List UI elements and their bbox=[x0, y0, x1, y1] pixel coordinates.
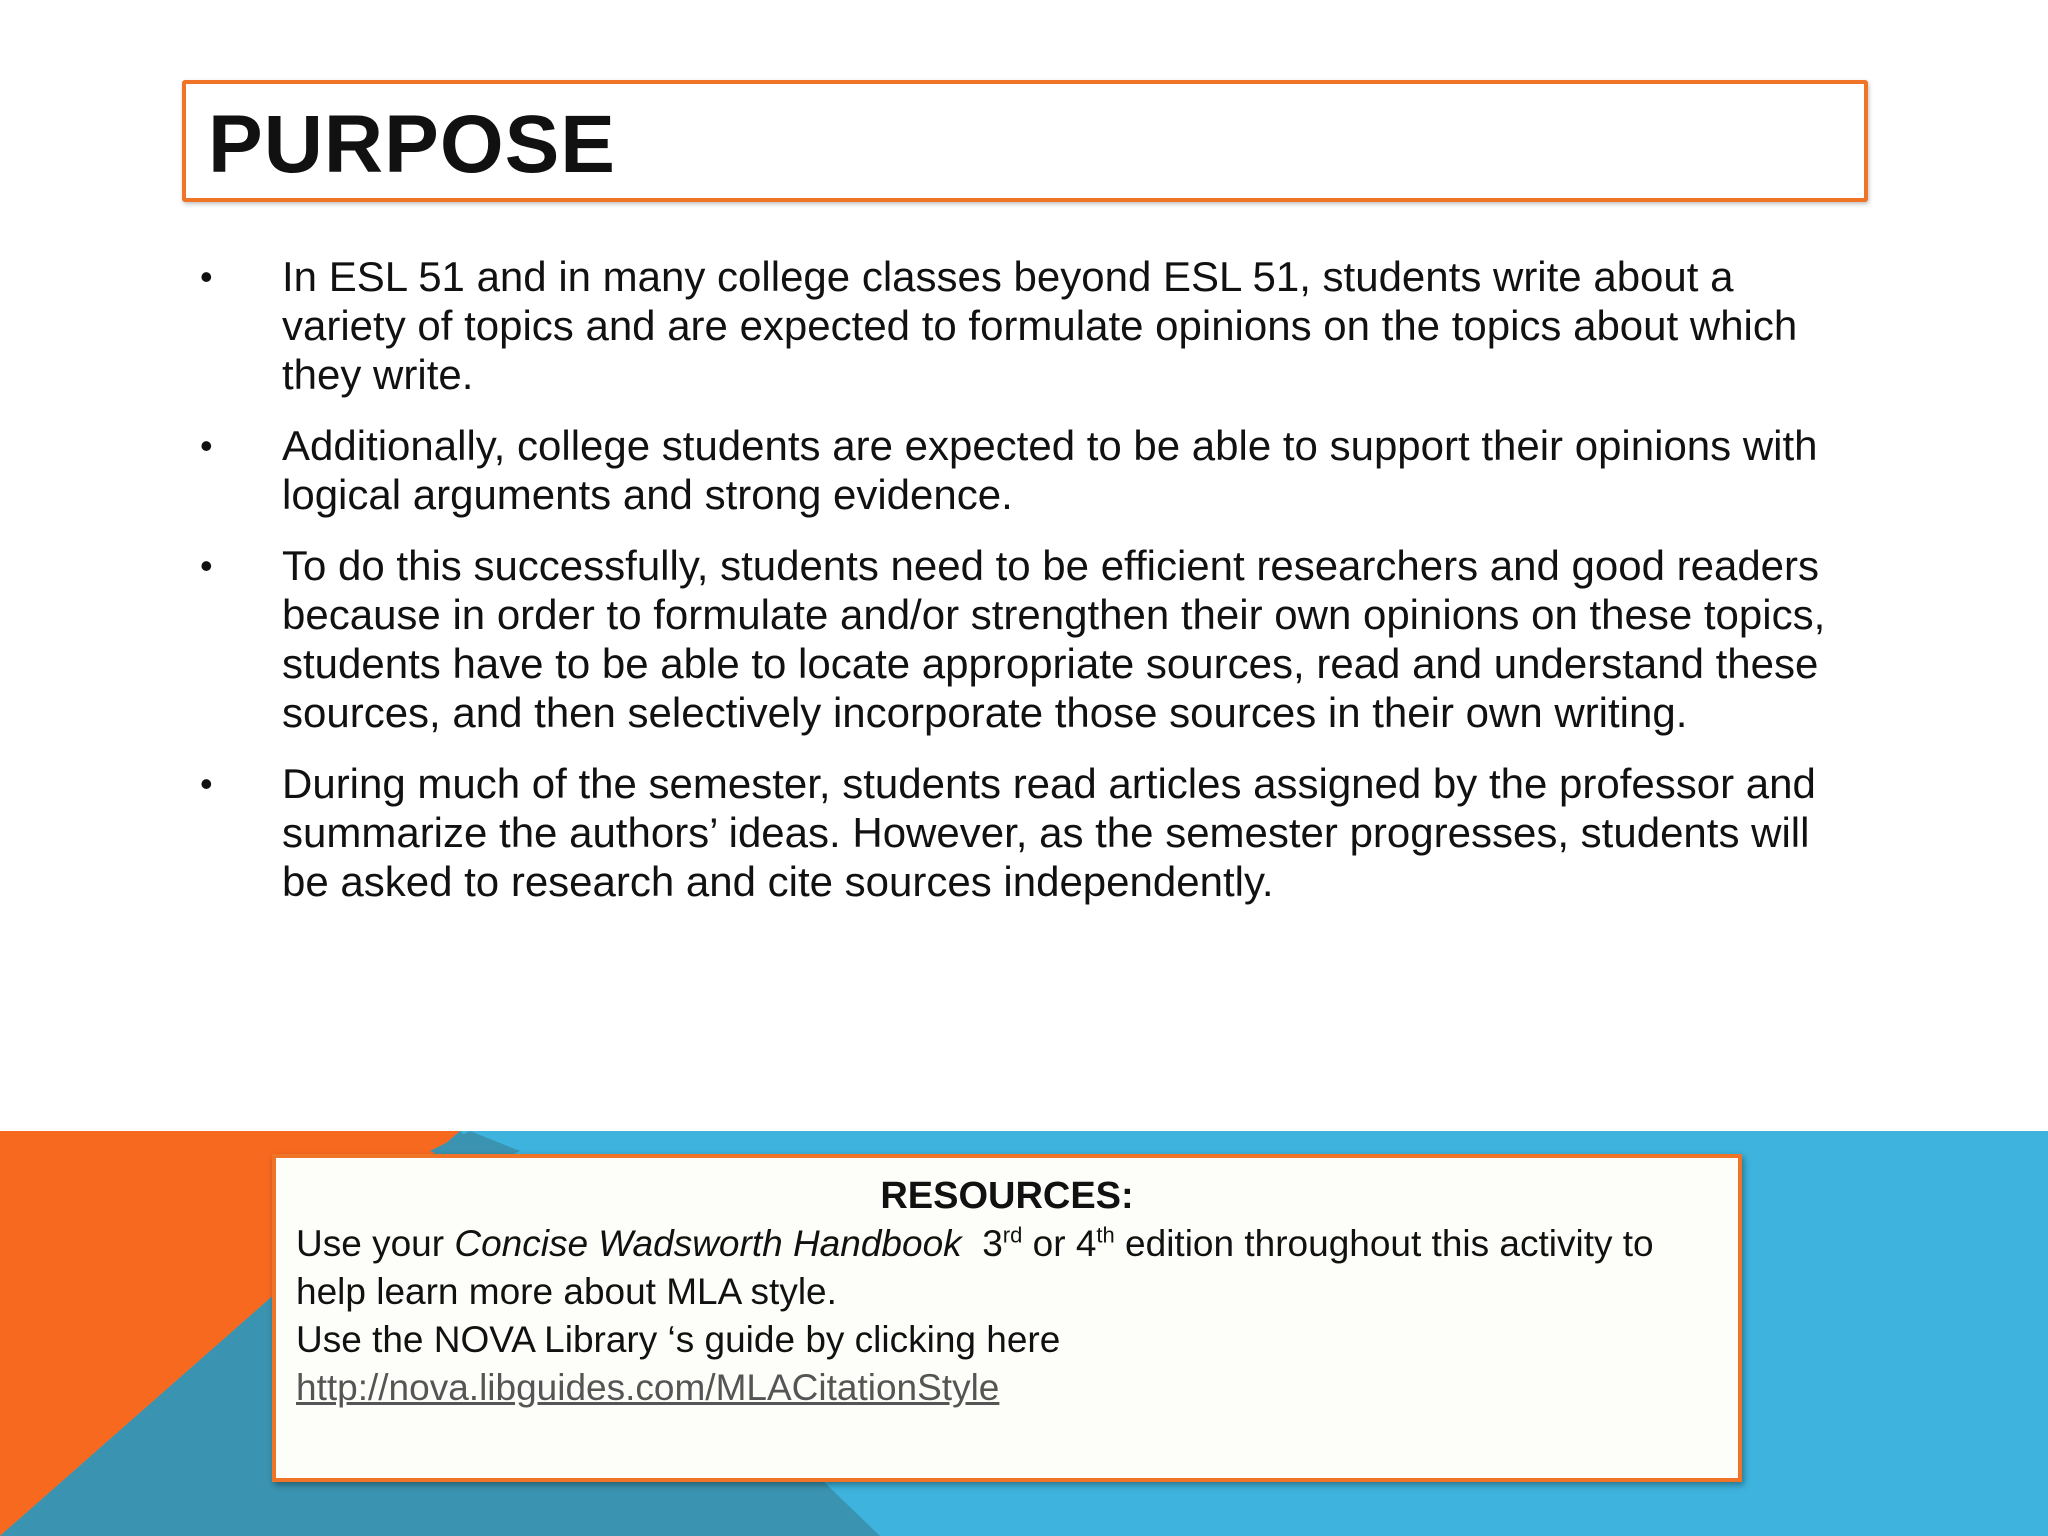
bullet-item bbox=[200, 421, 1860, 519]
resources-box bbox=[272, 1154, 1742, 1482]
bullet-text: During much of the semester, students read articles assigned by the professor and summarize the authors’ ideas. However, as the semester progresses, students will be asked to research and cite sources independently. bbox=[282, 760, 1816, 905]
slide-title: PURPOSE bbox=[208, 99, 616, 190]
resources-edition-4-sup: th bbox=[1096, 1222, 1115, 1248]
bullet-marker: • bbox=[200, 763, 213, 804]
bullet-item bbox=[200, 541, 1860, 737]
bullet-marker: • bbox=[200, 256, 213, 297]
resources-or: or bbox=[1022, 1223, 1076, 1264]
bullet-text: Additionally, college students are expected to be able to support their opinions with logical arguments and strong evidence. bbox=[282, 422, 1818, 518]
bullet-marker: • bbox=[200, 425, 213, 466]
bullet-text: In ESL 51 and in many college classes beyond ESL 51, students write about a variety of topics and are expected to formulate opinions on the topics about which they write. bbox=[282, 253, 1798, 398]
resources-heading: RESOURCES: bbox=[880, 1175, 1134, 1217]
bullet-item bbox=[200, 252, 1860, 399]
bullet-text: To do this successfully, students need to be efficient researchers and good readers because in order to formulate and/or strengthen their own opinions on these topics, students have to be able to locate appropriate sources, read and understand these sources, and then selectively incorporate those sources in their own writing. bbox=[282, 542, 1826, 736]
bullet-list bbox=[200, 252, 1860, 928]
title-box bbox=[182, 80, 1868, 202]
bullet-marker: • bbox=[200, 545, 213, 586]
resources-book-title: Concise Wadsworth Handbook bbox=[454, 1223, 962, 1264]
mla-guide-link[interactable]: http://nova.libguides.com/MLACitationStyle bbox=[296, 1367, 1000, 1408]
resources-line1-suffix: edition throughout this activity to help learn more about MLA style. bbox=[296, 1223, 1654, 1312]
resources-edition-3: 3 bbox=[982, 1223, 1003, 1264]
resources-line2: Use the NOVA Library ‘s guide by clicking here bbox=[296, 1319, 1061, 1360]
resources-line1-prefix: Use your bbox=[296, 1223, 455, 1264]
bullet-item bbox=[200, 759, 1860, 906]
resources-edition-4: 4 bbox=[1075, 1223, 1097, 1264]
resources-edition-3-sup: rd bbox=[1002, 1222, 1023, 1248]
resources-body bbox=[296, 1220, 1726, 1412]
